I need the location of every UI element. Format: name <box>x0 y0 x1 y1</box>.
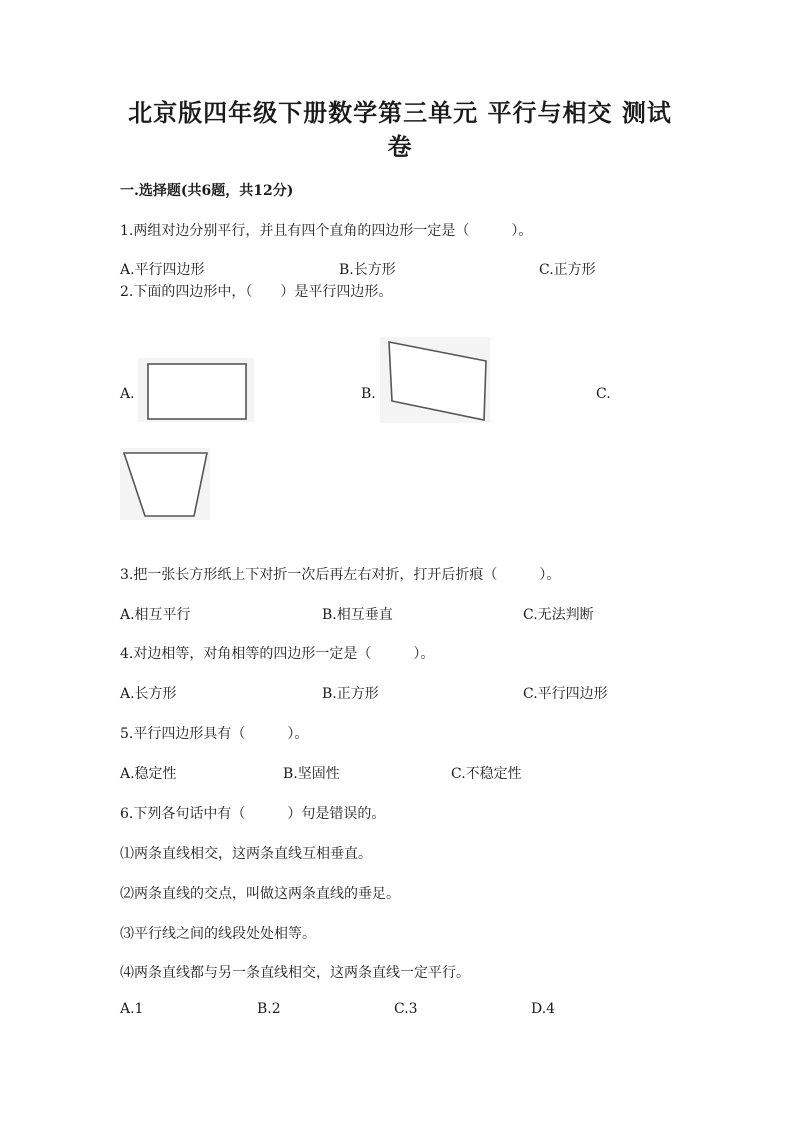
question-5-option-c[interactable]: C.不稳定性 <box>451 766 522 782</box>
question-3-stem: 3.把一张长方形纸上下对折一次后再左右对折，打开后折痕（ ）。 <box>120 567 561 583</box>
page-title-line-2: 卷 <box>387 132 413 161</box>
question-4-option-b[interactable]: B.正方形 <box>322 686 379 702</box>
question-6-statement-3: ⑶平行线之间的线段处处相等。 <box>120 926 316 942</box>
question-3-option-b[interactable]: B.相互垂直 <box>322 607 393 623</box>
question-4-option-a[interactable]: A.长方形 <box>120 686 177 702</box>
question-4-stem: 4.对边相等，对角相等的四边形一定是（ ）。 <box>120 646 435 662</box>
question-2-option-b[interactable]: B. <box>361 386 376 402</box>
question-5-option-b[interactable]: B.坚固性 <box>283 766 340 782</box>
question-6-stem: 6.下列各句话中有（ ）句是错误的。 <box>120 806 386 822</box>
question-2-stem: 2.下面的四边形中，（ ）是平行四边形。 <box>120 284 393 300</box>
question-5-stem: 5.平行四边形具有（ ）。 <box>120 726 309 742</box>
rectangle-figure <box>138 358 254 422</box>
question-6-option-a[interactable]: A.1 <box>120 1001 144 1017</box>
question-6-statement-2: ⑵两条直线的交点，叫做这两条直线的垂足。 <box>120 886 400 902</box>
question-3-option-c[interactable]: C.无法判断 <box>523 607 594 623</box>
page-title <box>110 96 690 164</box>
question-6-option-d[interactable]: D.4 <box>531 1001 556 1017</box>
question-6-statement-1: ⑴两条直线相交，这两条直线互相垂直。 <box>120 846 372 862</box>
question-1-stem: 1.两组对边分别平行，并且有四个直角的四边形一定是（ ）。 <box>120 223 533 239</box>
trapezoid-figure <box>120 448 210 520</box>
question-2-option-c[interactable]: C. <box>596 386 611 402</box>
question-4-option-c[interactable]: C.平行四边形 <box>523 686 608 702</box>
question-6-statement-4: ⑷两条直线都与另一条直线相交，这两条直线一定平行。 <box>120 965 470 981</box>
parallelogram-figure <box>380 337 490 423</box>
question-1-option-c[interactable]: C.正方形 <box>539 262 596 278</box>
section-heading: 一.选择题(共6题，共12分) <box>120 183 294 199</box>
question-6-option-c[interactable]: C.3 <box>394 1001 418 1017</box>
question-3-option-a[interactable]: A.相互平行 <box>120 607 191 623</box>
question-1-option-a[interactable]: A.平行四边形 <box>120 262 205 278</box>
question-5-option-a[interactable]: A.稳定性 <box>120 766 177 782</box>
page-title-line-1: 北京版四年级下册数学第三单元 平行与相交 测试 <box>128 98 672 127</box>
question-1-option-b[interactable]: B.长方形 <box>339 262 396 278</box>
question-2-option-a[interactable]: A. <box>120 386 135 402</box>
question-6-option-b[interactable]: B.2 <box>257 1001 281 1017</box>
